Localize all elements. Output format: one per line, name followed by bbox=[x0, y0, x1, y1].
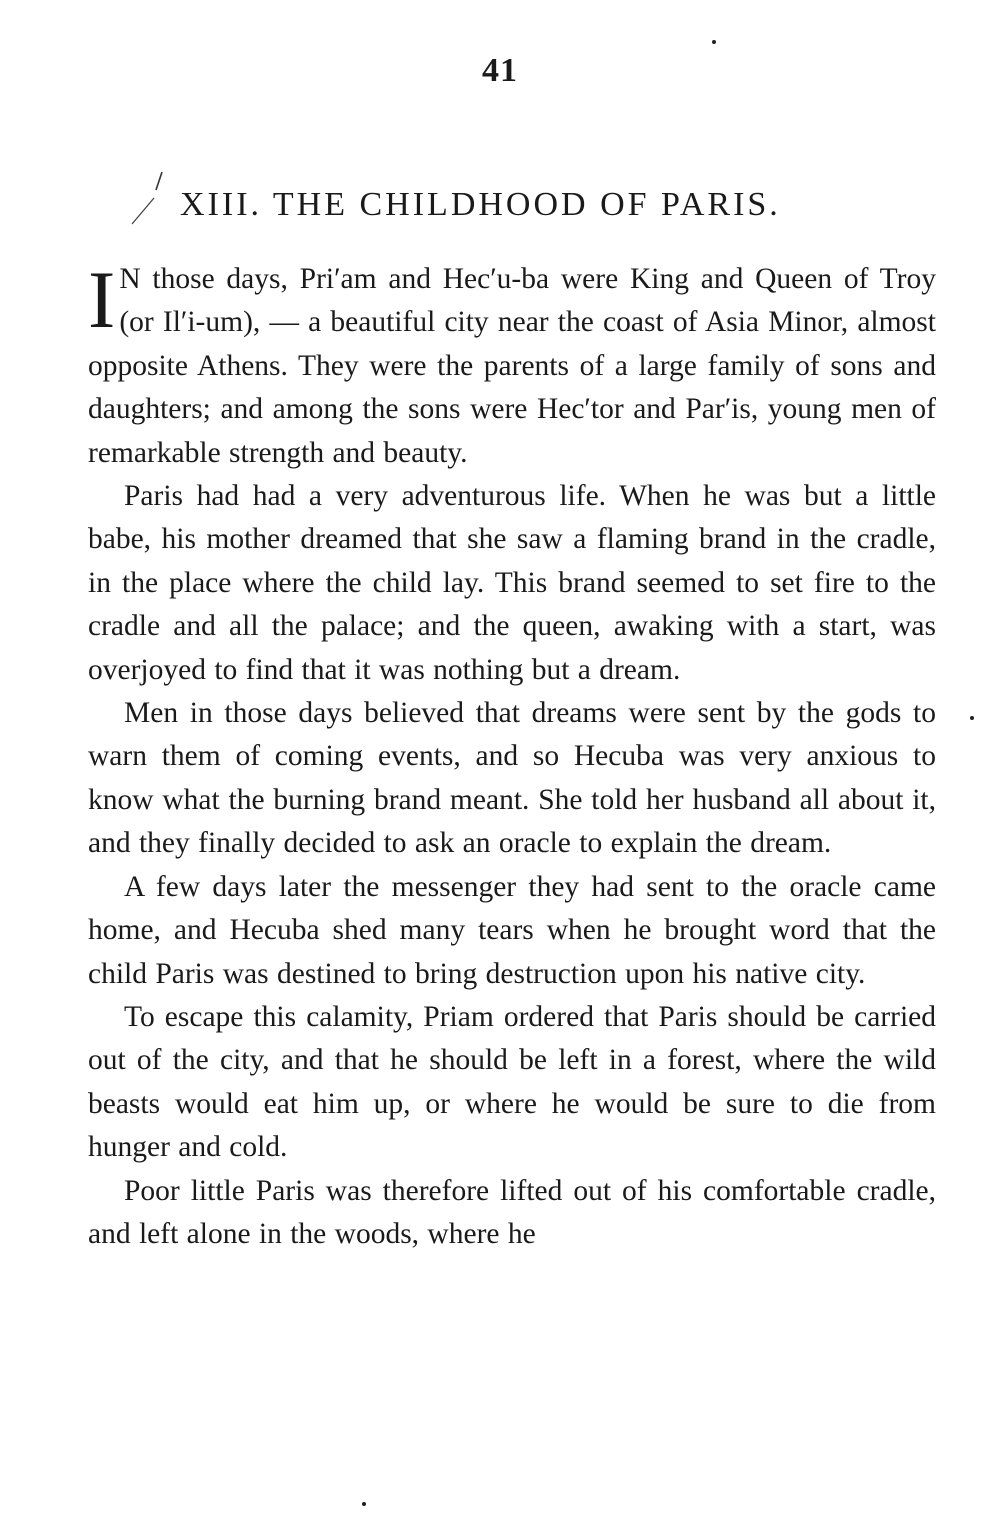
paragraph-3: Men in those days believed that dreams were sent by the gods to warn them of coming events, and so Hecuba was very anxious to know what the burning brand meant. She told her husband all about it, and they finally decided to ask an oracle to explain the dream. bbox=[88, 697, 936, 860]
chapter-title: XIII. THE CHILDHOOD OF PARIS. bbox=[180, 186, 781, 223]
ink-speck-right bbox=[970, 716, 974, 720]
paragraph-2: Paris had had a very adventurous life. When he was but a little babe, his mother dreamed that she saw a flaming brand in the cradle, in the place where the child lay. This brand seemed to set fire to the cradle and all the palace; and the queen, awaking with a start, was overjoyed to find that it was nothing but a dream. bbox=[88, 480, 936, 686]
page-number: 41 bbox=[482, 52, 518, 89]
ink-speck-top bbox=[712, 40, 716, 44]
paragraph-6: Poor little Paris was therefore lifted out of his comfortable cradle, and left alone in the woods, where he bbox=[88, 1174, 936, 1250]
drop-cap: I bbox=[88, 254, 116, 345]
ink-speck-bottom bbox=[362, 1502, 366, 1506]
pencil-slash-mark bbox=[128, 168, 174, 228]
body-text bbox=[88, 254, 936, 1256]
paragraph-4: A few days later the messenger they had sent to the oracle came home, and Hecuba shed many tears when he brought word that the child Paris was destined to bring destruction upon his native city. bbox=[88, 870, 936, 990]
paragraph-5: To escape this calamity, Priam ordered that Paris should be carried out of the city, and that he should be left in a forest, where the wild beasts would eat him up, or where he would be sure to die from hunger and cold. bbox=[88, 1000, 936, 1164]
paragraph-1-text: N those days, Pri′am and Hec′u-ba were King and Queen of Troy (or Il′i-um), — a beautiful city near the coast of Asia Minor, almost opposite Athens. They were the parents of a large family of sons and daughters; and among the sons were Hec′tor and Par′is, young men of remarkable strength and beauty. bbox=[88, 263, 936, 469]
paragraph-1 bbox=[88, 254, 936, 475]
